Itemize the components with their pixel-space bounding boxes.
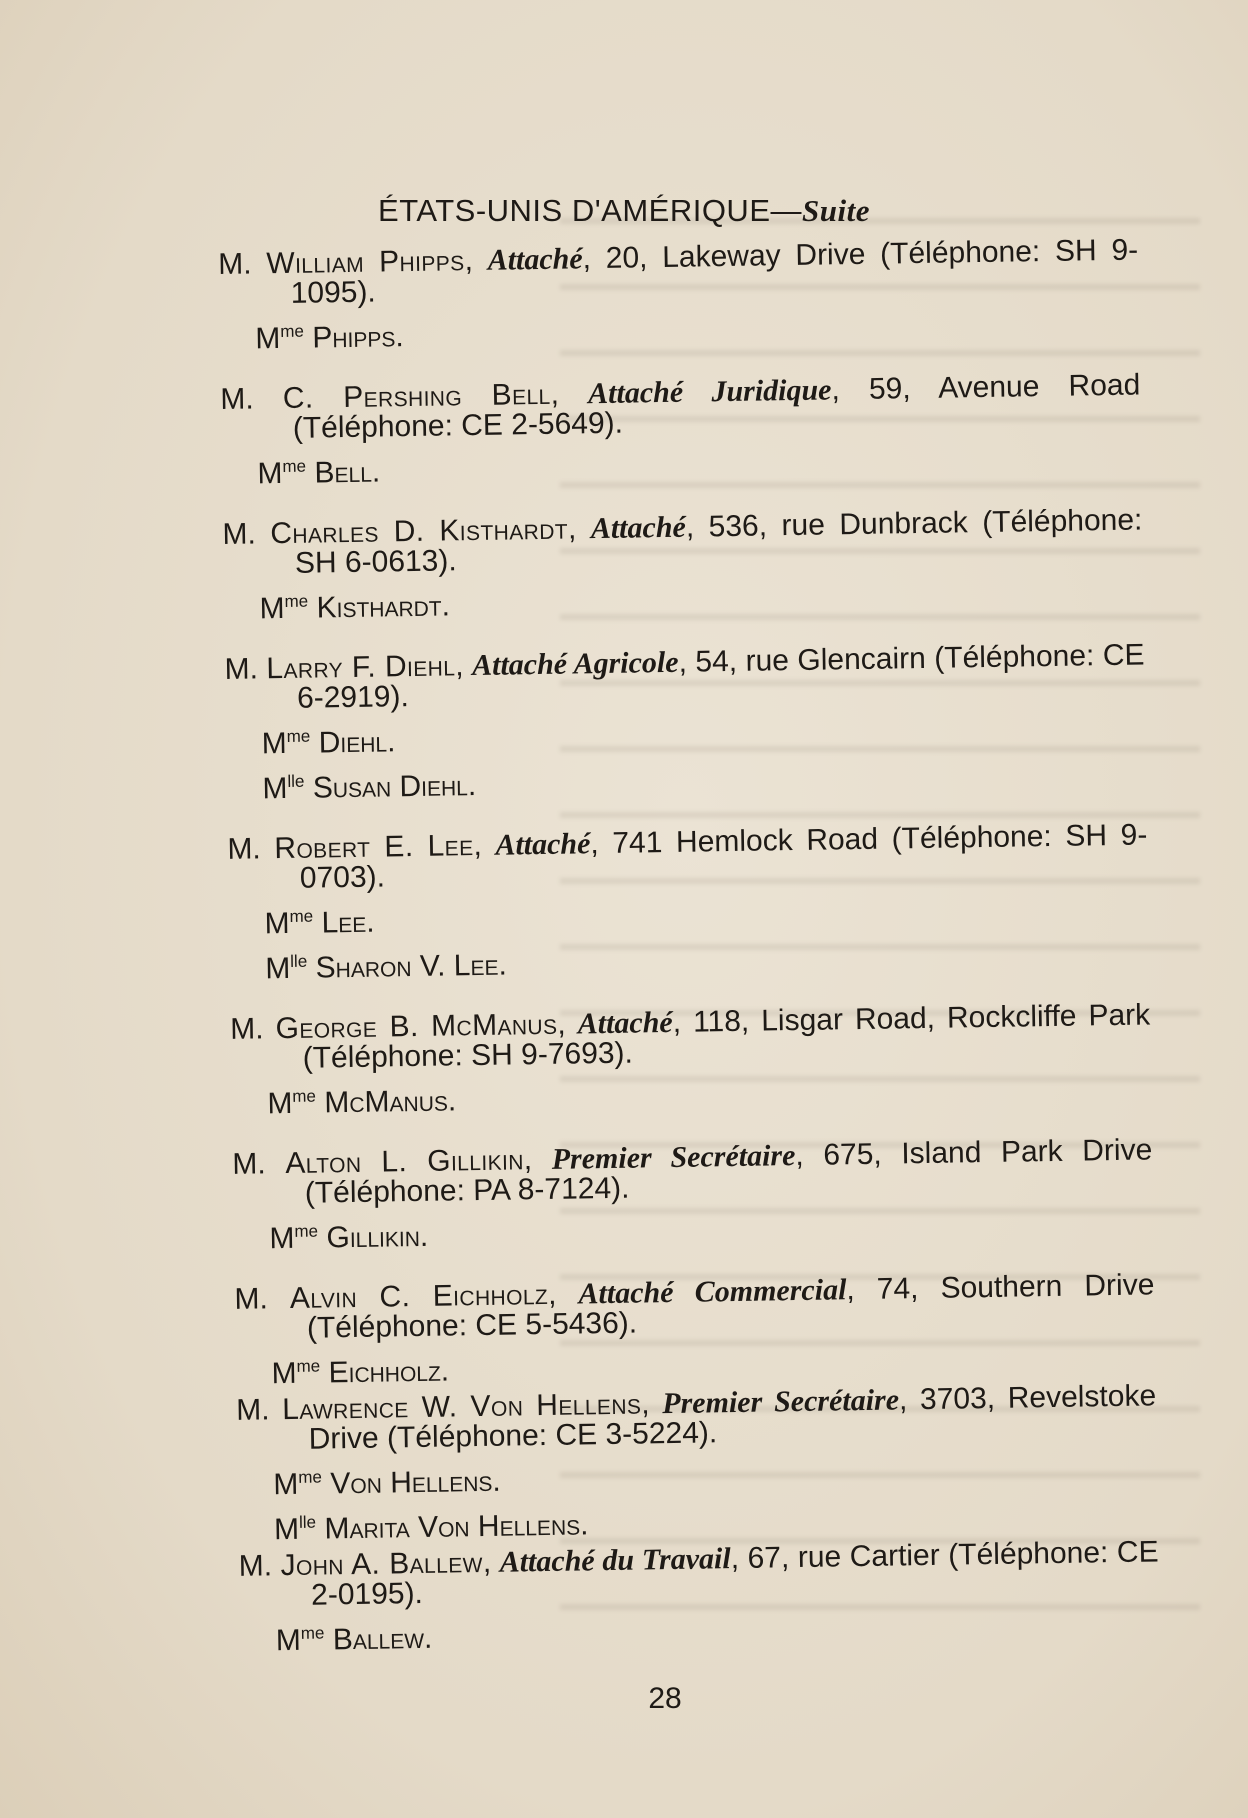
entry-prefix: M.	[227, 832, 275, 866]
job-title: Premier Secrétaire	[662, 1383, 900, 1421]
spouse-family-line	[229, 933, 1149, 984]
entry-separator: ,	[550, 377, 589, 411]
entry-prefix: M.	[224, 652, 267, 686]
family-member-name: Marita Von Hellens.	[315, 1508, 589, 1546]
honorific: M	[273, 1512, 300, 1547]
person-name: Charles D. Kisthardt	[270, 512, 569, 551]
entry-separator: ,	[464, 243, 488, 278]
job-title: Attaché	[487, 242, 583, 277]
address-phone: , 536, rue Dunbrack (Téléphone: SH 6-0613).	[294, 503, 1143, 580]
family-member-name: Von Hellens.	[321, 1464, 501, 1501]
spouse-family-line	[219, 304, 1139, 355]
entry-main-line	[227, 820, 1148, 894]
entry-main-line	[232, 1135, 1153, 1209]
entry-prefix: M.	[229, 1012, 276, 1046]
directory-entry	[222, 503, 1144, 626]
person-name: Lawrence W. Von Hellens	[281, 1387, 642, 1427]
job-title: Attaché	[590, 510, 687, 546]
entry-prefix: M.	[217, 247, 267, 281]
family-member-name: Eichholz.	[320, 1354, 450, 1390]
family-member-name: Lee.	[312, 905, 375, 940]
person-name: Larry F. Diehl	[266, 649, 456, 686]
directory-entry	[234, 1270, 1156, 1389]
directory-entry	[227, 820, 1149, 984]
honorific: M	[259, 591, 285, 626]
page-number: 28	[648, 1682, 682, 1715]
entry-main-line	[230, 1000, 1151, 1074]
honorific: M	[262, 771, 288, 806]
address-phone: , 54, rue Glencairn (Téléphone: CE 6-2919).	[296, 638, 1145, 715]
entry-separator: ,	[641, 1387, 663, 1421]
directory-entry	[238, 1537, 1160, 1656]
address-phone: , 3703, Revelstoke Drive (Téléphone: CE 3-5224).	[308, 1379, 1157, 1456]
address-phone: , 118, Lisgar Road, Rockcliffe Park (Téléphone: SH 9-7693).	[302, 998, 1151, 1075]
honorific-superscript: me	[284, 591, 309, 611]
honorific-superscript: me	[300, 1623, 325, 1643]
entry-separator: ,	[455, 649, 473, 683]
directory-entry	[232, 1135, 1154, 1254]
directory-entry	[230, 1000, 1152, 1119]
address-phone: , 20, Lakeway Drive (Téléphone: SH 9-1095).	[290, 233, 1139, 310]
person-name: George B. McManus	[275, 1007, 558, 1046]
spouse-family-line	[223, 574, 1143, 625]
entry-prefix: M.	[222, 517, 271, 551]
spouse-family-line	[231, 1068, 1151, 1119]
family-member-name: Phipps.	[303, 320, 404, 355]
spouse-family-line	[221, 439, 1141, 490]
honorific: M	[255, 322, 281, 356]
entry-prefix: M.	[220, 382, 284, 416]
spouse-family-line	[225, 708, 1145, 759]
entry-main-line	[234, 1270, 1155, 1344]
country-heading: ÉTATS-UNIS D'AMÉRIQUE—	[378, 193, 802, 228]
honorific: M	[264, 906, 290, 941]
honorific: M	[275, 1623, 302, 1658]
honorific: M	[273, 1467, 299, 1502]
spouse-family-line	[226, 753, 1146, 804]
page-header	[0, 193, 1248, 229]
family-member-name: Gillikin.	[317, 1219, 429, 1255]
directory-entry	[217, 233, 1140, 356]
address-phone: , 741 Hemlock Road (Téléphone: SH 9-0703).	[299, 818, 1148, 895]
person-name: Alton L. Gillikin	[285, 1143, 525, 1181]
entry-separator: ,	[473, 828, 496, 863]
address-phone: , 675, Island Park Drive (Téléphone: PA 8-7124).	[304, 1133, 1153, 1210]
address-phone: , 67, rue Cartier (Téléphone: CE 2-0195).	[310, 1535, 1159, 1612]
entry-prefix: M.	[238, 1549, 281, 1583]
job-title: Attaché Commercial	[578, 1273, 847, 1311]
family-member-name: Bell.	[305, 455, 381, 490]
address-phone: , 59, Avenue Road (Téléphone: CE 2-5649).	[292, 368, 1141, 445]
address-phone: , 74, Southern Drive (Téléphone: CE 5-5436).	[306, 1268, 1155, 1345]
honorific-superscript: me	[286, 726, 311, 746]
family-member-name: Diehl.	[310, 725, 396, 760]
entry-separator: ,	[547, 1277, 579, 1311]
honorific-superscript: me	[292, 1086, 317, 1106]
entry-separator: ,	[482, 1545, 500, 1580]
spouse-family-line	[240, 1605, 1160, 1656]
person-name: Alvin C. Eichholz	[289, 1277, 549, 1315]
entry-separator: ,	[523, 1142, 552, 1177]
honorific: M	[261, 726, 288, 761]
job-title: Premier Secrétaire	[551, 1139, 796, 1176]
honorific-superscript: me	[296, 1356, 321, 1376]
entry-main-line	[224, 640, 1145, 714]
honorific-superscript: lle	[287, 771, 305, 791]
job-title: Attaché	[577, 1005, 673, 1041]
job-title: Attaché du Travail	[499, 1542, 731, 1579]
honorific-superscript: lle	[290, 951, 308, 971]
directory-entry	[224, 640, 1146, 804]
entry-main-line	[220, 368, 1141, 445]
honorific: M	[267, 1086, 293, 1121]
honorific: M	[271, 1356, 297, 1391]
entry-prefix: M.	[235, 1393, 283, 1427]
honorific: M	[269, 1221, 295, 1256]
entry-prefix: M.	[234, 1282, 291, 1316]
suite-label: Suite	[802, 193, 870, 228]
person-name: C. Pershing Bell	[282, 377, 551, 415]
entry-main-line	[236, 1381, 1157, 1455]
job-title: Attaché Juridique	[587, 373, 832, 411]
entry-prefix: M.	[232, 1147, 286, 1181]
entry-separator: ,	[567, 512, 592, 546]
person-name: John A. Ballew	[280, 1546, 484, 1583]
family-member-name: Kisthardt.	[308, 589, 451, 625]
spouse-family-line	[233, 1203, 1153, 1254]
entry-main-line	[222, 503, 1143, 580]
honorific-superscript: me	[298, 1467, 323, 1487]
directory-entry	[220, 368, 1142, 491]
job-title: Attaché Agricole	[471, 645, 679, 683]
honorific: M	[257, 457, 283, 491]
entry-main-line	[238, 1537, 1159, 1611]
job-title: Attaché	[495, 827, 591, 862]
honorific-superscript: me	[280, 321, 305, 342]
family-member-name: Ballew.	[324, 1621, 433, 1657]
honorific: M	[265, 951, 291, 986]
entry-main-line	[217, 233, 1139, 310]
diplomatic-list	[217, 233, 1160, 1658]
family-member-name: Sharon V. Lee.	[307, 948, 508, 985]
spouse-family-line	[228, 888, 1148, 939]
entry-separator: ,	[557, 1007, 578, 1041]
family-member-name: Susan Diehl.	[304, 769, 477, 805]
honorific-superscript: lle	[298, 1512, 317, 1532]
honorific-superscript: me	[294, 1221, 319, 1241]
honorific-superscript: me	[289, 906, 314, 926]
directory-entry	[236, 1381, 1158, 1545]
honorific-superscript: me	[282, 456, 307, 477]
spouse-family-line	[237, 1449, 1157, 1500]
person-name: Robert E. Lee	[274, 829, 474, 866]
family-member-name: McManus.	[315, 1084, 457, 1120]
person-name: William Phipps	[266, 244, 465, 281]
